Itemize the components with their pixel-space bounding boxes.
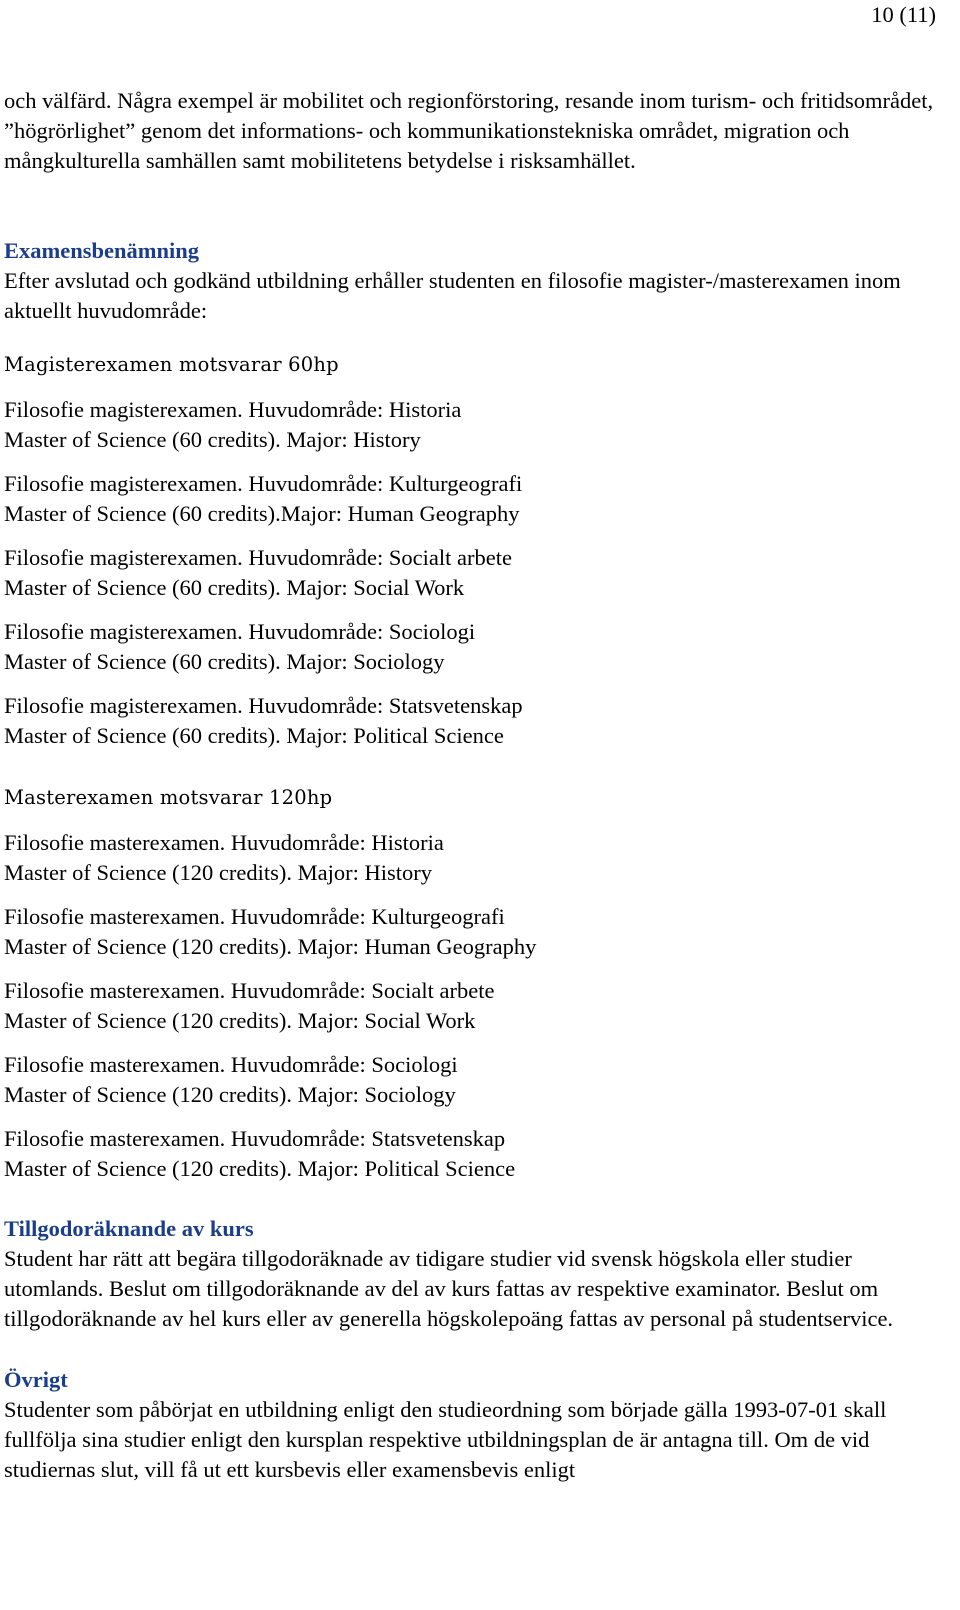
degree-swedish: Filosofie magisterexamen. Huvudområde: Historia bbox=[4, 397, 462, 422]
degree-english: Master of Science (120 credits). Major: History bbox=[4, 860, 433, 885]
master-subheading: Masterexamen motsvarar 120hp bbox=[4, 786, 333, 809]
degree-entry bbox=[4, 1050, 934, 1110]
degree-swedish: Filosofie magisterexamen. Huvudområde: Sociologi bbox=[4, 619, 476, 644]
degree-swedish: Filosofie masterexamen. Huvudområde: Socialt arbete bbox=[4, 978, 495, 1003]
degree-english: Master of Science (60 credits). Major: Political Science bbox=[4, 723, 504, 748]
degree-english: Master of Science (60 credits). Major: Sociology bbox=[4, 649, 445, 674]
degree-entry bbox=[4, 617, 934, 677]
degree-english: Master of Science (60 credits). Major: History bbox=[4, 427, 421, 452]
degree-entry bbox=[4, 469, 934, 529]
degree-swedish: Filosofie magisterexamen. Huvudområde: Socialt arbete bbox=[4, 545, 512, 570]
section-tillgodoraknande bbox=[4, 1214, 934, 1334]
degree-english: Master of Science (120 credits). Major: Human Geography bbox=[4, 934, 537, 959]
degree-entry bbox=[4, 691, 934, 751]
degree-swedish: Filosofie magisterexamen. Huvudområde: Statsvetenskap bbox=[4, 693, 523, 718]
degree-english: Master of Science (60 credits). Major: Social Work bbox=[4, 575, 465, 600]
magister-subheading: Magisterexamen motsvarar 60hp bbox=[4, 353, 339, 376]
degree-entry bbox=[4, 902, 934, 962]
section-heading: Tillgodoräknande av kurs bbox=[4, 1216, 254, 1241]
degree-english: Master of Science (120 credits). Major: Political Science bbox=[4, 1156, 516, 1181]
degree-swedish: Filosofie masterexamen. Huvudområde: Historia bbox=[4, 830, 444, 855]
section-paragraph: Efter avslutad och godkänd utbildning erhåller studenten en filosofie magister-/masterexamen inom aktuellt huvudområde: bbox=[4, 268, 901, 323]
page-number: 10 (11) bbox=[871, 2, 936, 27]
degree-english: Master of Science (60 credits).Major: Human Geography bbox=[4, 501, 520, 526]
section-heading: Övrigt bbox=[4, 1367, 68, 1392]
section-paragraph: Studenter som påbörjat en utbildning enligt den studieordning som började gälla 1993-07-01 skall fullfölja sina studier enligt den kursplan respektive utbildningsplan de är antagna till. Om de vid studiernas slut, vill få ut ett kursbevis eller examensbevis enligt bbox=[4, 1397, 887, 1482]
section-ovrigt bbox=[4, 1365, 934, 1485]
degree-entry bbox=[4, 395, 934, 455]
degree-english: Master of Science (120 credits). Major: Sociology bbox=[4, 1082, 456, 1107]
intro-paragraph: och välfärd. Några exempel är mobilitet och regionförstoring, resande inom turism- och fritidsområdet, ”högrörlighet” genom det informations- och kommunikationstekniska området, migration och mångkulturella samhällen samt mobilitetens betydelse i risksamhället. bbox=[4, 88, 934, 173]
degree-swedish: Filosofie masterexamen. Huvudområde: Sociologi bbox=[4, 1052, 458, 1077]
section-paragraph: Student har rätt att begära tillgodoräknade av tidigare studier vid svensk högskola eller studier utomlands. Beslut om tillgodoräknande av del av kurs fattas av respektive examinator. Beslut om tillgodoräknande av hel kurs eller av generella högskolepoäng fattas av personal på studentservice. bbox=[4, 1246, 894, 1331]
degree-entry bbox=[4, 976, 934, 1036]
degree-entry bbox=[4, 543, 934, 603]
degree-swedish: Filosofie masterexamen. Huvudområde: Kulturgeografi bbox=[4, 904, 505, 929]
degree-swedish: Filosofie magisterexamen. Huvudområde: Kulturgeografi bbox=[4, 471, 523, 496]
degree-swedish: Filosofie masterexamen. Huvudområde: Statsvetenskap bbox=[4, 1126, 506, 1151]
degree-english: Master of Science (120 credits). Major: Social Work bbox=[4, 1008, 476, 1033]
degree-entry bbox=[4, 1124, 934, 1184]
degree-entry bbox=[4, 828, 934, 888]
document-body bbox=[4, 86, 934, 1485]
section-heading: Examensbenämning bbox=[4, 238, 200, 263]
section-examensbenamning bbox=[4, 236, 934, 1184]
